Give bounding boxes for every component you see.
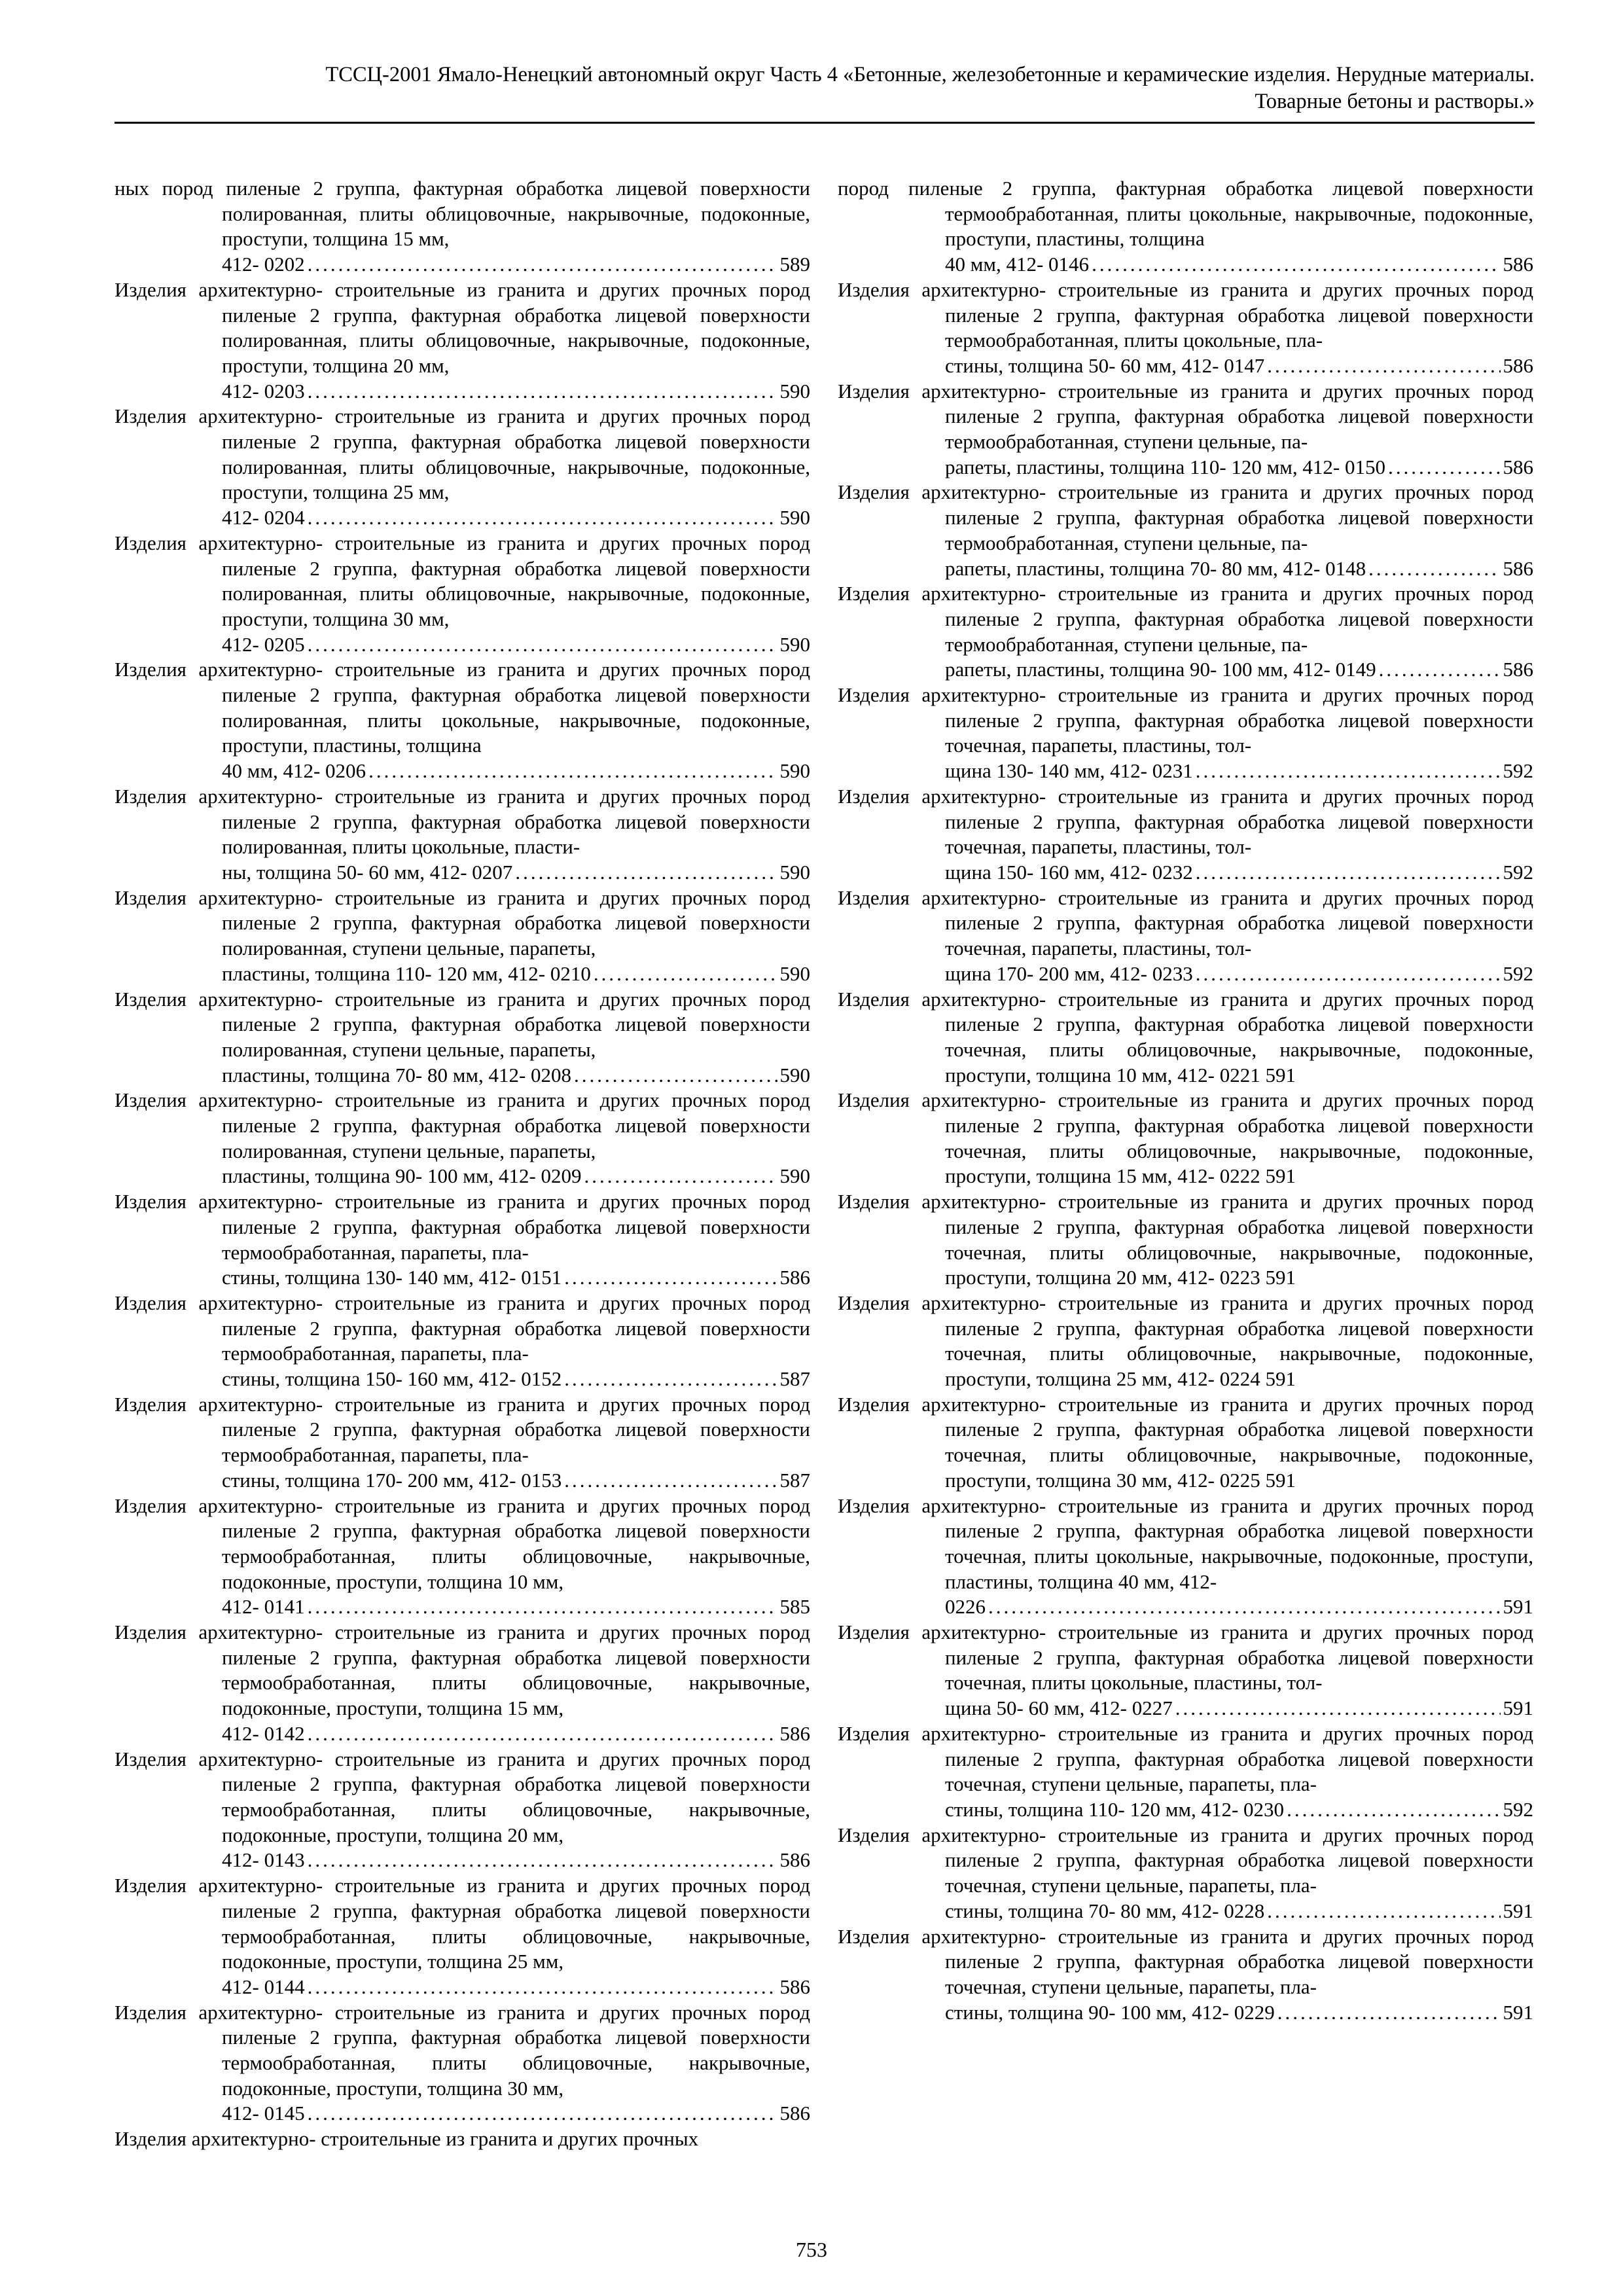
entry-code: 412- 0143 bbox=[222, 1848, 305, 1872]
entry-reference bbox=[945, 455, 1533, 480]
entry-lead: Изделия bbox=[838, 1823, 910, 1846]
entry-text: архитектурно- строительные из гранита и других прочных пород пиленые 2 группа, фактурная обработка лицевой поверхности полированная, плиты облицовочные, накрывочные, подоконные, проступи, толщина 25 мм, bbox=[198, 404, 810, 504]
entry-text: архитектурно- строительные из гранита и других прочных пород пиленые 2 группа, фактурная обработка лицевой поверхности термообработанная, парапеты, пла- bbox=[198, 1190, 810, 1264]
entry-page: 589 bbox=[779, 253, 810, 276]
entry-code: щина 150- 160 мм, 412- 0232 bbox=[945, 860, 1193, 884]
index-entry bbox=[838, 1823, 1533, 1924]
entry-code: щина 170- 200 мм, 412- 0233 bbox=[945, 961, 1193, 985]
index-entry bbox=[115, 1620, 810, 1747]
dot-leader bbox=[1196, 860, 1501, 886]
entry-text: ных пород пиленые 2 группа, фактурная обработка лицевой поверхности полированная, плиты облицовочные, накрывочные, подоконные, проступи, толщина 15 мм, bbox=[115, 177, 810, 251]
entry-text: архитектурно- строительные из гранита и других прочных пород пиленые 2 группа, фактурная обработка лицевой поверхности термообработанная, плиты облицовочные, накрывочные, подоконные, проступи, толщина 30 мм, bbox=[198, 2000, 810, 2100]
entry-text: пород пиленые 2 группа, фактурная обработка лицевой поверхности термообработанная, плиты цокольные, накрывочные, подоконные, проступи, пластины, толщина bbox=[838, 177, 1533, 251]
dot-leader bbox=[584, 1164, 777, 1189]
entry-code: рапеты, пластины, толщина 110- 120 мм, 412- 0150 bbox=[945, 455, 1385, 478]
index-entry bbox=[838, 1392, 1533, 1494]
dot-leader bbox=[1196, 961, 1501, 987]
entry-reference bbox=[222, 1975, 810, 2000]
index-entry bbox=[115, 176, 810, 278]
entry-reference bbox=[945, 759, 1533, 784]
index-entry bbox=[838, 278, 1533, 379]
entry-text: архитектурно- строительные из гранита и других прочных пород пиленые 2 группа, фактурная обработка лицевой поверхности точечная, ступени цельные, парапеты, пла- bbox=[921, 1924, 1533, 1998]
entry-page: 590 bbox=[779, 379, 810, 403]
entry-page: 586 bbox=[1503, 253, 1533, 276]
entry-page: 586 bbox=[779, 1266, 810, 1289]
entry-page: 590 bbox=[779, 860, 810, 884]
entry-lead: Изделия bbox=[838, 1924, 910, 1948]
entry-lead: Изделия bbox=[838, 1190, 910, 1213]
entry-page: 586 bbox=[1503, 658, 1533, 681]
entry-code: 412- 0141 bbox=[222, 1595, 305, 1619]
entry-code: стины, толщина 90- 100 мм, 412- 0229 bbox=[945, 2000, 1275, 2024]
entry-page: 586 bbox=[779, 1848, 810, 1872]
dot-leader bbox=[308, 505, 777, 531]
entry-page: 592 bbox=[1503, 1798, 1533, 1821]
index-entry bbox=[838, 1721, 1533, 1823]
entry-lead: Изделия bbox=[115, 531, 187, 554]
entry-reference bbox=[945, 353, 1533, 379]
entry-reference bbox=[945, 860, 1533, 886]
entry-code: 0226 bbox=[945, 1595, 986, 1619]
entry-text: архитектурно- строительные из гранита и других прочных пород пиленые 2 группа, фактурная обработка лицевой поверхности точечная, ступени цельные, парапеты, пла- bbox=[921, 1721, 1533, 1796]
dot-leader bbox=[308, 252, 777, 278]
entry-code: 412- 0145 bbox=[222, 2102, 305, 2125]
index-entry bbox=[838, 1291, 1533, 1392]
dot-leader bbox=[1175, 1696, 1501, 1721]
dot-leader bbox=[988, 1594, 1501, 1620]
index-entry bbox=[838, 1189, 1533, 1291]
entry-lead: Изделия bbox=[838, 480, 910, 504]
entry-reference bbox=[222, 632, 810, 658]
index-entry bbox=[838, 581, 1533, 683]
entry-text: архитектурно- строительные из гранита и других прочных пород пиленые 2 группа, фактурная обработка лицевой поверхности термообработанная, плиты облицовочные, накрывочные, подоконные, проступи, толщина 25 мм, bbox=[198, 1874, 810, 1973]
entry-lead: Изделия bbox=[838, 1721, 910, 1745]
entry-reference bbox=[945, 556, 1533, 582]
dot-leader bbox=[1379, 657, 1501, 683]
entry-page: 586 bbox=[1503, 556, 1533, 580]
index-entry bbox=[838, 1620, 1533, 1721]
entry-reference bbox=[222, 1848, 810, 1873]
entry-code: пластины, толщина 90- 100 мм, 412- 0209 bbox=[222, 1164, 582, 1188]
entry-lead: Изделия bbox=[115, 1494, 187, 1517]
entry-code: стины, толщина 110- 120 мм, 412- 0230 bbox=[945, 1798, 1285, 1821]
dot-leader bbox=[1267, 1899, 1500, 1924]
index-entry bbox=[838, 987, 1533, 1088]
entry-code: 412- 0142 bbox=[222, 1721, 305, 1745]
entry-text: архитектурно- строительные из гранита и других прочных пород пиленые 2 группа, фактурная обработка лицевой поверхности точечная, парапеты, пластины, тол- bbox=[921, 683, 1533, 757]
entry-page: 586 bbox=[779, 2102, 810, 2125]
entry-text: архитектурно- строительные из гранита и других прочных пород пиленые 2 группа, фактурная обработка лицевой поверхности термообработанная, парапеты, пла- bbox=[198, 1392, 810, 1467]
entry-lead: Изделия bbox=[115, 1874, 187, 1897]
entry-code: 412- 0204 bbox=[222, 506, 305, 529]
entry-reference bbox=[222, 252, 810, 278]
entry-text: архитектурно- строительные из гранита и других прочных пород пиленые 2 группа, фактурная обработка лицевой поверхности термообработанная, ступени цельные, па- bbox=[921, 379, 1533, 454]
index-entry bbox=[115, 657, 810, 784]
entry-code: стины, толщина 50- 60 мм, 412- 0147 bbox=[945, 353, 1265, 377]
index-entry bbox=[115, 987, 810, 1088]
header-rule bbox=[115, 122, 1535, 124]
entry-text: архитектурно- строительные из гранита и других прочных пород пиленые 2 группа, фактурная обработка лицевой поверхности точечная, парапеты, пластины, тол- bbox=[921, 886, 1533, 960]
entry-lead: Изделия bbox=[115, 987, 187, 1011]
entry-reference bbox=[945, 1797, 1533, 1823]
entry-reference bbox=[222, 1265, 810, 1291]
entry-lead: Изделия bbox=[838, 278, 910, 301]
index-entry bbox=[115, 1088, 810, 1189]
index-entry bbox=[115, 784, 810, 886]
entry-text: архитектурно- строительные из гранита и других прочных пород пиленые 2 группа, фактурная обработка лицевой поверхности полированная, плиты облицовочные, накрывочные, подоконные, проступи, толщина 30 мм, bbox=[198, 531, 810, 630]
entry-lead: Изделия bbox=[115, 2127, 187, 2151]
entry-lead: Изделия bbox=[115, 1392, 187, 1416]
entry-lead: Изделия bbox=[115, 886, 187, 909]
entry-page: 592 bbox=[1503, 759, 1533, 783]
entry-reference bbox=[222, 1468, 810, 1494]
entry-code: стины, толщина 130- 140 мм, 412- 0151 bbox=[222, 1266, 562, 1289]
entry-lead: Изделия bbox=[838, 1392, 910, 1416]
dot-leader bbox=[308, 1594, 777, 1620]
entry-text: архитектурно- строительные из гранита и других прочных пород пиленые 2 группа, фактурная обработка лицевой поверхности полированная, ступени цельные, парапеты, bbox=[198, 886, 810, 960]
entry-page: 590 bbox=[779, 1063, 810, 1086]
entry-lead: Изделия bbox=[838, 1494, 910, 1517]
entry-text: архитектурно- строительные из гранита и других прочных пород пиленые 2 группа, фактурная обработка лицевой поверхности полированная, плиты цокольные, накрывочные, подоконные, проступи, пластины, толщина bbox=[198, 658, 810, 757]
entry-reference bbox=[945, 1899, 1533, 1924]
dot-leader bbox=[308, 2101, 777, 2126]
entry-text: архитектурно- строительные из гранита и других прочных пород пиленые 2 группа, фактурная обработка лицевой поверхности точечная, плиты облицовочные, накрывочные, подоконные, проступи, толщина 20 мм, 412- 0223 591 bbox=[921, 1190, 1533, 1289]
left-column bbox=[115, 176, 810, 2152]
running-header bbox=[115, 62, 1535, 115]
dot-leader bbox=[1368, 556, 1500, 582]
entry-text: архитектурно- строительные из гранита и других прочных пород пиленые 2 группа, фактурная обработка лицевой поверхности точечная, плиты облицовочные, накрывочные, подоконные, проступи, толщина 10 мм, 412- 0221 591 bbox=[921, 987, 1533, 1086]
dot-leader bbox=[1196, 759, 1501, 784]
dot-leader bbox=[1092, 252, 1500, 278]
entry-text: архитектурно- строительные из гранита и других прочных пород пиленые 2 группа, фактурная обработка лицевой поверхности точечная, плиты облицовочные, накрывочные, подоконные, проступи, толщина 15 мм, 412- 0222 591 bbox=[921, 1088, 1533, 1188]
index-entry bbox=[838, 1088, 1533, 1189]
index-entry bbox=[115, 278, 810, 404]
entry-reference bbox=[222, 1063, 810, 1088]
entry-code: 412- 0202 bbox=[222, 253, 305, 276]
dot-leader bbox=[594, 961, 777, 987]
index-entry bbox=[115, 1189, 810, 1291]
dot-leader bbox=[564, 1367, 777, 1392]
entry-lead: Изделия bbox=[838, 683, 910, 707]
entry-page: 592 bbox=[1503, 860, 1533, 884]
entry-text: архитектурно- строительные из гранита и других прочных пород пиленые 2 группа, фактурная обработка лицевой поверхности полированная, плиты облицовочные, накрывочные, подоконные, проступи, толщина 20 мм, bbox=[198, 278, 810, 377]
entry-lead: Изделия bbox=[838, 379, 910, 403]
entry-page: 590 bbox=[779, 759, 810, 783]
entry-text: архитектурно- строительные из гранита и других прочных пород пиленые 2 группа, фактурная обработка лицевой поверхности полированная, плиты цокольные, пласти- bbox=[198, 784, 810, 859]
entry-code: стины, толщина 70- 80 мм, 412- 0228 bbox=[945, 1899, 1265, 1922]
entry-code: щина 130- 140 мм, 412- 0231 bbox=[945, 759, 1193, 783]
dot-leader bbox=[1277, 2000, 1501, 2026]
entry-reference bbox=[222, 1721, 810, 1747]
entry-lead: Изделия bbox=[838, 582, 910, 605]
entry-page: 586 bbox=[1503, 455, 1533, 478]
entry-text: архитектурно- строительные из гранита и других прочных пород пиленые 2 группа, фактурная обработка лицевой поверхности термообработанная, ступени цельные, па- bbox=[921, 480, 1533, 554]
entry-reference bbox=[222, 961, 810, 987]
dot-leader bbox=[368, 759, 777, 784]
page-number: 753 bbox=[796, 2238, 827, 2261]
entry-text: архитектурно- строительные из гранита и других прочных пород пиленые 2 группа, фактурная обработка лицевой поверхности полированная, ступени цельные, парапеты, bbox=[198, 1088, 810, 1162]
entry-lead: Изделия bbox=[838, 784, 910, 808]
index-entry bbox=[115, 1494, 810, 1621]
index-entry bbox=[838, 1924, 1533, 2026]
entry-lead: Изделия bbox=[115, 404, 187, 428]
entry-code: стины, толщина 150- 160 мм, 412- 0152 bbox=[222, 1367, 562, 1391]
index-entry bbox=[838, 379, 1533, 480]
entry-reference bbox=[222, 379, 810, 404]
dot-leader bbox=[1267, 353, 1500, 379]
entry-code: 40 мм, 412- 0146 bbox=[945, 253, 1090, 276]
entry-page: 590 bbox=[779, 961, 810, 985]
entry-text: архитектурно- строительные из гранита и других прочных пород пиленые 2 группа, фактурная обработка лицевой поверхности термообработанная, плиты облицовочные, накрывочные, подоконные, проступи, толщина 10 мм, bbox=[198, 1494, 810, 1593]
index-entry bbox=[838, 176, 1533, 278]
entry-reference bbox=[945, 961, 1533, 987]
entry-text: архитектурно- строительные из гранита и других прочных пород пиленые 2 группа, фактурная обработка лицевой поверхности точечная, плиты облицовочные, накрывочные, подоконные, проступи, толщина 30 мм, 412- 0225 591 bbox=[921, 1392, 1533, 1492]
entry-lead: Изделия bbox=[115, 1088, 187, 1112]
entry-reference bbox=[222, 1164, 810, 1189]
index-entry bbox=[838, 480, 1533, 581]
entry-text: архитектурно- строительные из гранита и других прочных пород пиленые 2 группа, фактурная обработка лицевой поверхности точечная, ступени цельные, парапеты, пла- bbox=[921, 1823, 1533, 1897]
entry-page: 586 bbox=[779, 1721, 810, 1745]
entry-text: архитектурно- строительные из гранита и других прочных bbox=[191, 2127, 699, 2151]
dot-leader bbox=[308, 1721, 777, 1747]
entry-page: 586 bbox=[779, 1975, 810, 1998]
entry-code: пластины, толщина 110- 120 мм, 412- 0210 bbox=[222, 961, 591, 985]
dot-leader bbox=[1287, 1797, 1500, 1823]
index-entry bbox=[115, 1291, 810, 1392]
entry-lead: Изделия bbox=[115, 1190, 187, 1213]
entry-code: рапеты, пластины, толщина 90- 100 мм, 412- 0149 bbox=[945, 658, 1376, 681]
entry-text: архитектурно- строительные из гранита и других прочных пород пиленые 2 группа, фактурная обработка лицевой поверхности точечная, парапеты, пластины, тол- bbox=[921, 784, 1533, 859]
index-entry bbox=[115, 531, 810, 658]
index-entry bbox=[838, 784, 1533, 886]
entry-page: 590 bbox=[779, 632, 810, 656]
right-column bbox=[838, 176, 1533, 2025]
entry-lead: Изделия bbox=[115, 278, 187, 301]
entry-reference bbox=[945, 252, 1533, 278]
entry-lead: Изделия bbox=[115, 1291, 187, 1314]
entry-lead: Изделия bbox=[115, 1621, 187, 1644]
entry-lead: Изделия bbox=[838, 1291, 910, 1314]
entry-text: архитектурно- строительные из гранита и других прочных пород пиленые 2 группа, фактурная обработка лицевой поверхности термообработанная, плиты облицовочные, накрывочные, подоконные, проступи, толщина 20 мм, bbox=[198, 1747, 810, 1846]
index-entry bbox=[115, 2126, 810, 2152]
entry-code: 40 мм, 412- 0206 bbox=[222, 759, 366, 783]
entry-lead: Изделия bbox=[115, 1747, 187, 1770]
index-entry bbox=[838, 683, 1533, 784]
entry-text: архитектурно- строительные из гранита и других прочных пород пиленые 2 группа, фактурная обработка лицевой поверхности точечная, плиты цокольные, накрывочные, подоконные, проступи, пластины, толщина 40 мм, 412- bbox=[921, 1494, 1533, 1593]
dot-leader bbox=[308, 379, 777, 404]
entry-reference bbox=[222, 860, 810, 886]
entry-lead: Изделия bbox=[838, 886, 910, 909]
entry-page: 590 bbox=[779, 1164, 810, 1188]
entry-text: архитектурно- строительные из гранита и других прочных пород пиленые 2 группа, фактурная обработка лицевой поверхности термообработанная, парапеты, пла- bbox=[198, 1291, 810, 1365]
entry-reference bbox=[222, 505, 810, 531]
header-line-2: Товарные бетоны и растворы.» bbox=[1255, 90, 1535, 113]
index-entry bbox=[115, 886, 810, 987]
header-line-1: ТССЦ-2001 Ямало-Ненецкий автономный округ Часть 4 «Бетонные, железобетонные и керамические изделия. Нерудные материалы. bbox=[325, 63, 1535, 86]
entry-page: 591 bbox=[1503, 1899, 1533, 1922]
entry-text: архитектурно- строительные из гранита и других прочных пород пиленые 2 группа, фактурная обработка лицевой поверхности термообработанная, ступени цельные, па- bbox=[921, 582, 1533, 656]
entry-code: 412- 0144 bbox=[222, 1975, 305, 1998]
entry-lead: Изделия bbox=[838, 987, 910, 1011]
entry-page: 586 bbox=[1503, 353, 1533, 377]
entry-lead: Изделия bbox=[115, 658, 187, 681]
index-entry bbox=[115, 404, 810, 531]
entry-reference bbox=[945, 1696, 1533, 1721]
dot-leader bbox=[574, 1063, 777, 1088]
entry-page: 591 bbox=[1503, 1696, 1533, 1720]
entry-lead: Изделия bbox=[838, 1621, 910, 1644]
entry-text: архитектурно- строительные из гранита и других прочных пород пиленые 2 группа, фактурная обработка лицевой поверхности полированная, ступени цельные, парапеты, bbox=[198, 987, 810, 1061]
dot-leader bbox=[515, 860, 777, 886]
entry-text: архитектурно- строительные из гранита и других прочных пород пиленые 2 группа, фактурная обработка лицевой поверхности термообработанная, плиты облицовочные, накрывочные, подоконные, проступи, толщина 15 мм, bbox=[198, 1621, 810, 1720]
entry-reference bbox=[222, 1367, 810, 1392]
entry-reference bbox=[222, 759, 810, 784]
dot-leader bbox=[308, 632, 777, 658]
entry-page: 585 bbox=[779, 1595, 810, 1619]
entry-page: 592 bbox=[1503, 961, 1533, 985]
entry-page: 591 bbox=[1503, 1595, 1533, 1619]
dot-leader bbox=[308, 1848, 777, 1873]
entry-lead: Изделия bbox=[115, 784, 187, 808]
entry-page: 587 bbox=[779, 1367, 810, 1391]
entry-page: 590 bbox=[779, 506, 810, 529]
entry-page: 591 bbox=[1503, 2000, 1533, 2024]
entry-reference bbox=[945, 2000, 1533, 2026]
entry-code: щина 50- 60 мм, 412- 0227 bbox=[945, 1696, 1173, 1720]
index-entry bbox=[115, 1747, 810, 1874]
dot-leader bbox=[1388, 455, 1501, 480]
dot-leader bbox=[564, 1468, 777, 1494]
index-entry bbox=[115, 2000, 810, 2127]
entry-code: стины, толщина 170- 200 мм, 412- 0153 bbox=[222, 1468, 562, 1492]
index-entry bbox=[115, 1873, 810, 2000]
entry-lead: Изделия bbox=[115, 2000, 187, 2024]
entry-code: ны, толщина 50- 60 мм, 412- 0207 bbox=[222, 860, 513, 884]
index-entry bbox=[838, 1494, 1533, 1621]
entry-code: пластины, толщина 70- 80 мм, 412- 0208 bbox=[222, 1063, 572, 1086]
entry-reference bbox=[222, 2101, 810, 2126]
entry-text: архитектурно- строительные из гранита и других прочных пород пиленые 2 группа, фактурная обработка лицевой поверхности точечная, плиты цокольные, пластины, тол- bbox=[921, 1621, 1533, 1695]
entry-code: 412- 0205 bbox=[222, 632, 305, 656]
entry-code: 412- 0203 bbox=[222, 379, 305, 403]
entry-lead: Изделия bbox=[838, 1088, 910, 1112]
dot-leader bbox=[308, 1975, 777, 2000]
entry-page: 587 bbox=[779, 1468, 810, 1492]
entry-text: архитектурно- строительные из гранита и других прочных пород пиленые 2 группа, фактурная обработка лицевой поверхности термообработанная, плиты цокольные, пла- bbox=[921, 278, 1533, 352]
entry-reference bbox=[945, 657, 1533, 683]
index-entry bbox=[838, 886, 1533, 987]
entry-reference bbox=[945, 1594, 1533, 1620]
entry-reference bbox=[222, 1594, 810, 1620]
entry-text: архитектурно- строительные из гранита и других прочных пород пиленые 2 группа, фактурная обработка лицевой поверхности точечная, плиты облицовочные, накрывочные, подоконные, проступи, толщина 25 мм, 412- 0224 591 bbox=[921, 1291, 1533, 1391]
index-entry bbox=[115, 1392, 810, 1494]
entry-code: рапеты, пластины, толщина 70- 80 мм, 412- 0148 bbox=[945, 556, 1366, 580]
dot-leader bbox=[564, 1265, 777, 1291]
